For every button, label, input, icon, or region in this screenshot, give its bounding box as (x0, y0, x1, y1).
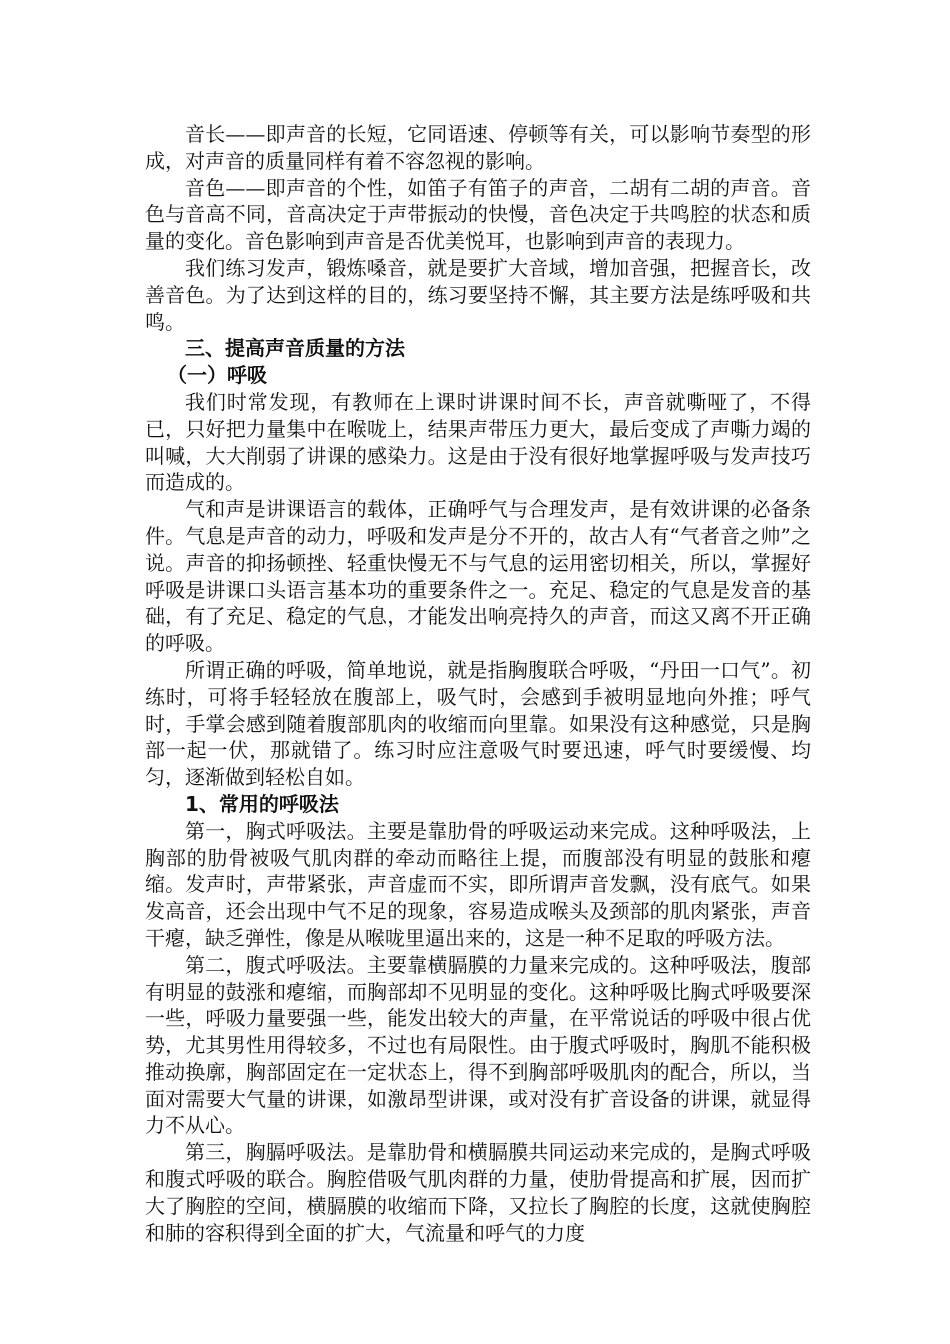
subsection-heading-breathing: （一）呼吸 (167, 363, 267, 388)
paragraph-sound-length: 音长——即声音的长短，它同语速、停顿等有关，可以影响节奏型的形成，对声音的质量同样有着不容忽视的影响。 (145, 122, 811, 173)
paragraph-correct-breathing: 所谓正确的呼吸，简单地说，就是指胸腹联合呼吸，“丹田一口气”。初练时，可将手轻轻放在腹部上，吸气时，会感到手被明显地向外推；呼气时，手掌会感到随着腹部肌肉的收缩而向里靠。如果没有这种感觉，只是胸部一起一伏，那就错了。练习时应注意吸气时要迅速，呼气时要缓慢、均匀，逐渐做到轻松自如。 (145, 657, 811, 790)
paragraph-hoarse-voice: 我们时常发现，有教师在上课时讲课时间不长，声音就嘶哑了，不得已，只好把力量集中在喉咙上，结果声带压力更大，最后变成了声嘶力竭的叫喊，大大削弱了讲课的感染力。这是由于没有很好地掌握呼吸与发声技巧而造成的。 (145, 389, 811, 495)
paragraph-abdominal-breathing: 第二，腹式呼吸法。主要靠横膈膜的力量来完成的。这种呼吸法，腹部有明显的鼓涨和瘪缩，而胸部却不见明显的变化。这种呼吸比胸式呼吸要深一些，呼吸力量要强一些，能发出较大的声量，在平常说话的呼吸中很占优势，尤其男性用得较多，不过也有局限性。由于腹式呼吸时，胸肌不能积极推动换廓，胸部固定在一定状态上，得不到胸部呼吸肌肉的配合，所以，当面对需要大气量的讲课，如激昂型讲课，或对没有扩音设备的讲课，就显得力不从心。 (145, 952, 811, 1138)
paragraph-practice-goal: 我们练习发声，锻炼嗓音，就是要扩大音域，增加音强，把握音长，改善音色。为了达到这样的目的，练习要坚持不懈，其主要方法是练呼吸和共鸣。 (145, 255, 811, 334)
document-page (145, 121, 811, 1246)
paragraph-chest-breathing: 第一，胸式呼吸法。主要是靠肋骨的呼吸运动来完成。这种呼吸法，上胸部的肋骨被吸气肌肉群的牵动而略往上提，而腹部没有明显的鼓胀和瘪缩。发声时，声带紧张，声音虚而不实，即所谓声音发飘，没有底气。如果发高音，还会出现中气不足的现象，容易造成喉头及颈部的肌肉紧张，声音干瘪，缺乏弹性，像是从喉咙里逼出来的，这是一种不足取的呼吸方法。 (145, 818, 811, 950)
paragraph-breath-and-voice: 气和声是讲课语言的载体，正确呼气与合理发声，是有效讲课的必备条件。气息是声音的动力，呼吸和发声是分不开的，故古人有“气者音之帅”之说。声音的抑扬顿挫、轻重快慢无不与气息的运用密切相关，所以，掌握好呼吸是讲课口头语言基本功的重要条件之一。充足、稳定的气息是发音的基础，有了充足、稳定的气息，才能发出响亮持久的声音，而这又离不开正确的呼吸。 (145, 497, 811, 656)
paragraph-chest-diaphragm-breathing: 第三，胸膈呼吸法。是靠肋骨和横膈膜共同运动来完成的，是胸式呼吸和腹式呼吸的联合。胸腔借吸气肌肉群的力量，使肋骨提高和扩展，因而扩大了胸腔的空间，横膈膜的收缩而下降，又拉长了胸腔的长度，这就使胸腔和肺的容积得到全面的扩大，气流量和呼气的力度 (145, 1140, 811, 1245)
heading-common-breathing-methods: 1、常用的呼吸法 (185, 791, 339, 816)
paragraph-timbre: 音色——即声音的个性，如笛子有笛子的声音，二胡有二胡的声音。音色与音高不同，音高决定于声带振动的快慢，音色决定于共鸣腔的状态和质量的变化。音色影响到声音是否优美悦耳，也影响到声音的表现力。 (145, 175, 811, 254)
section-heading-methods: 三、提高声音质量的方法 (185, 336, 405, 361)
